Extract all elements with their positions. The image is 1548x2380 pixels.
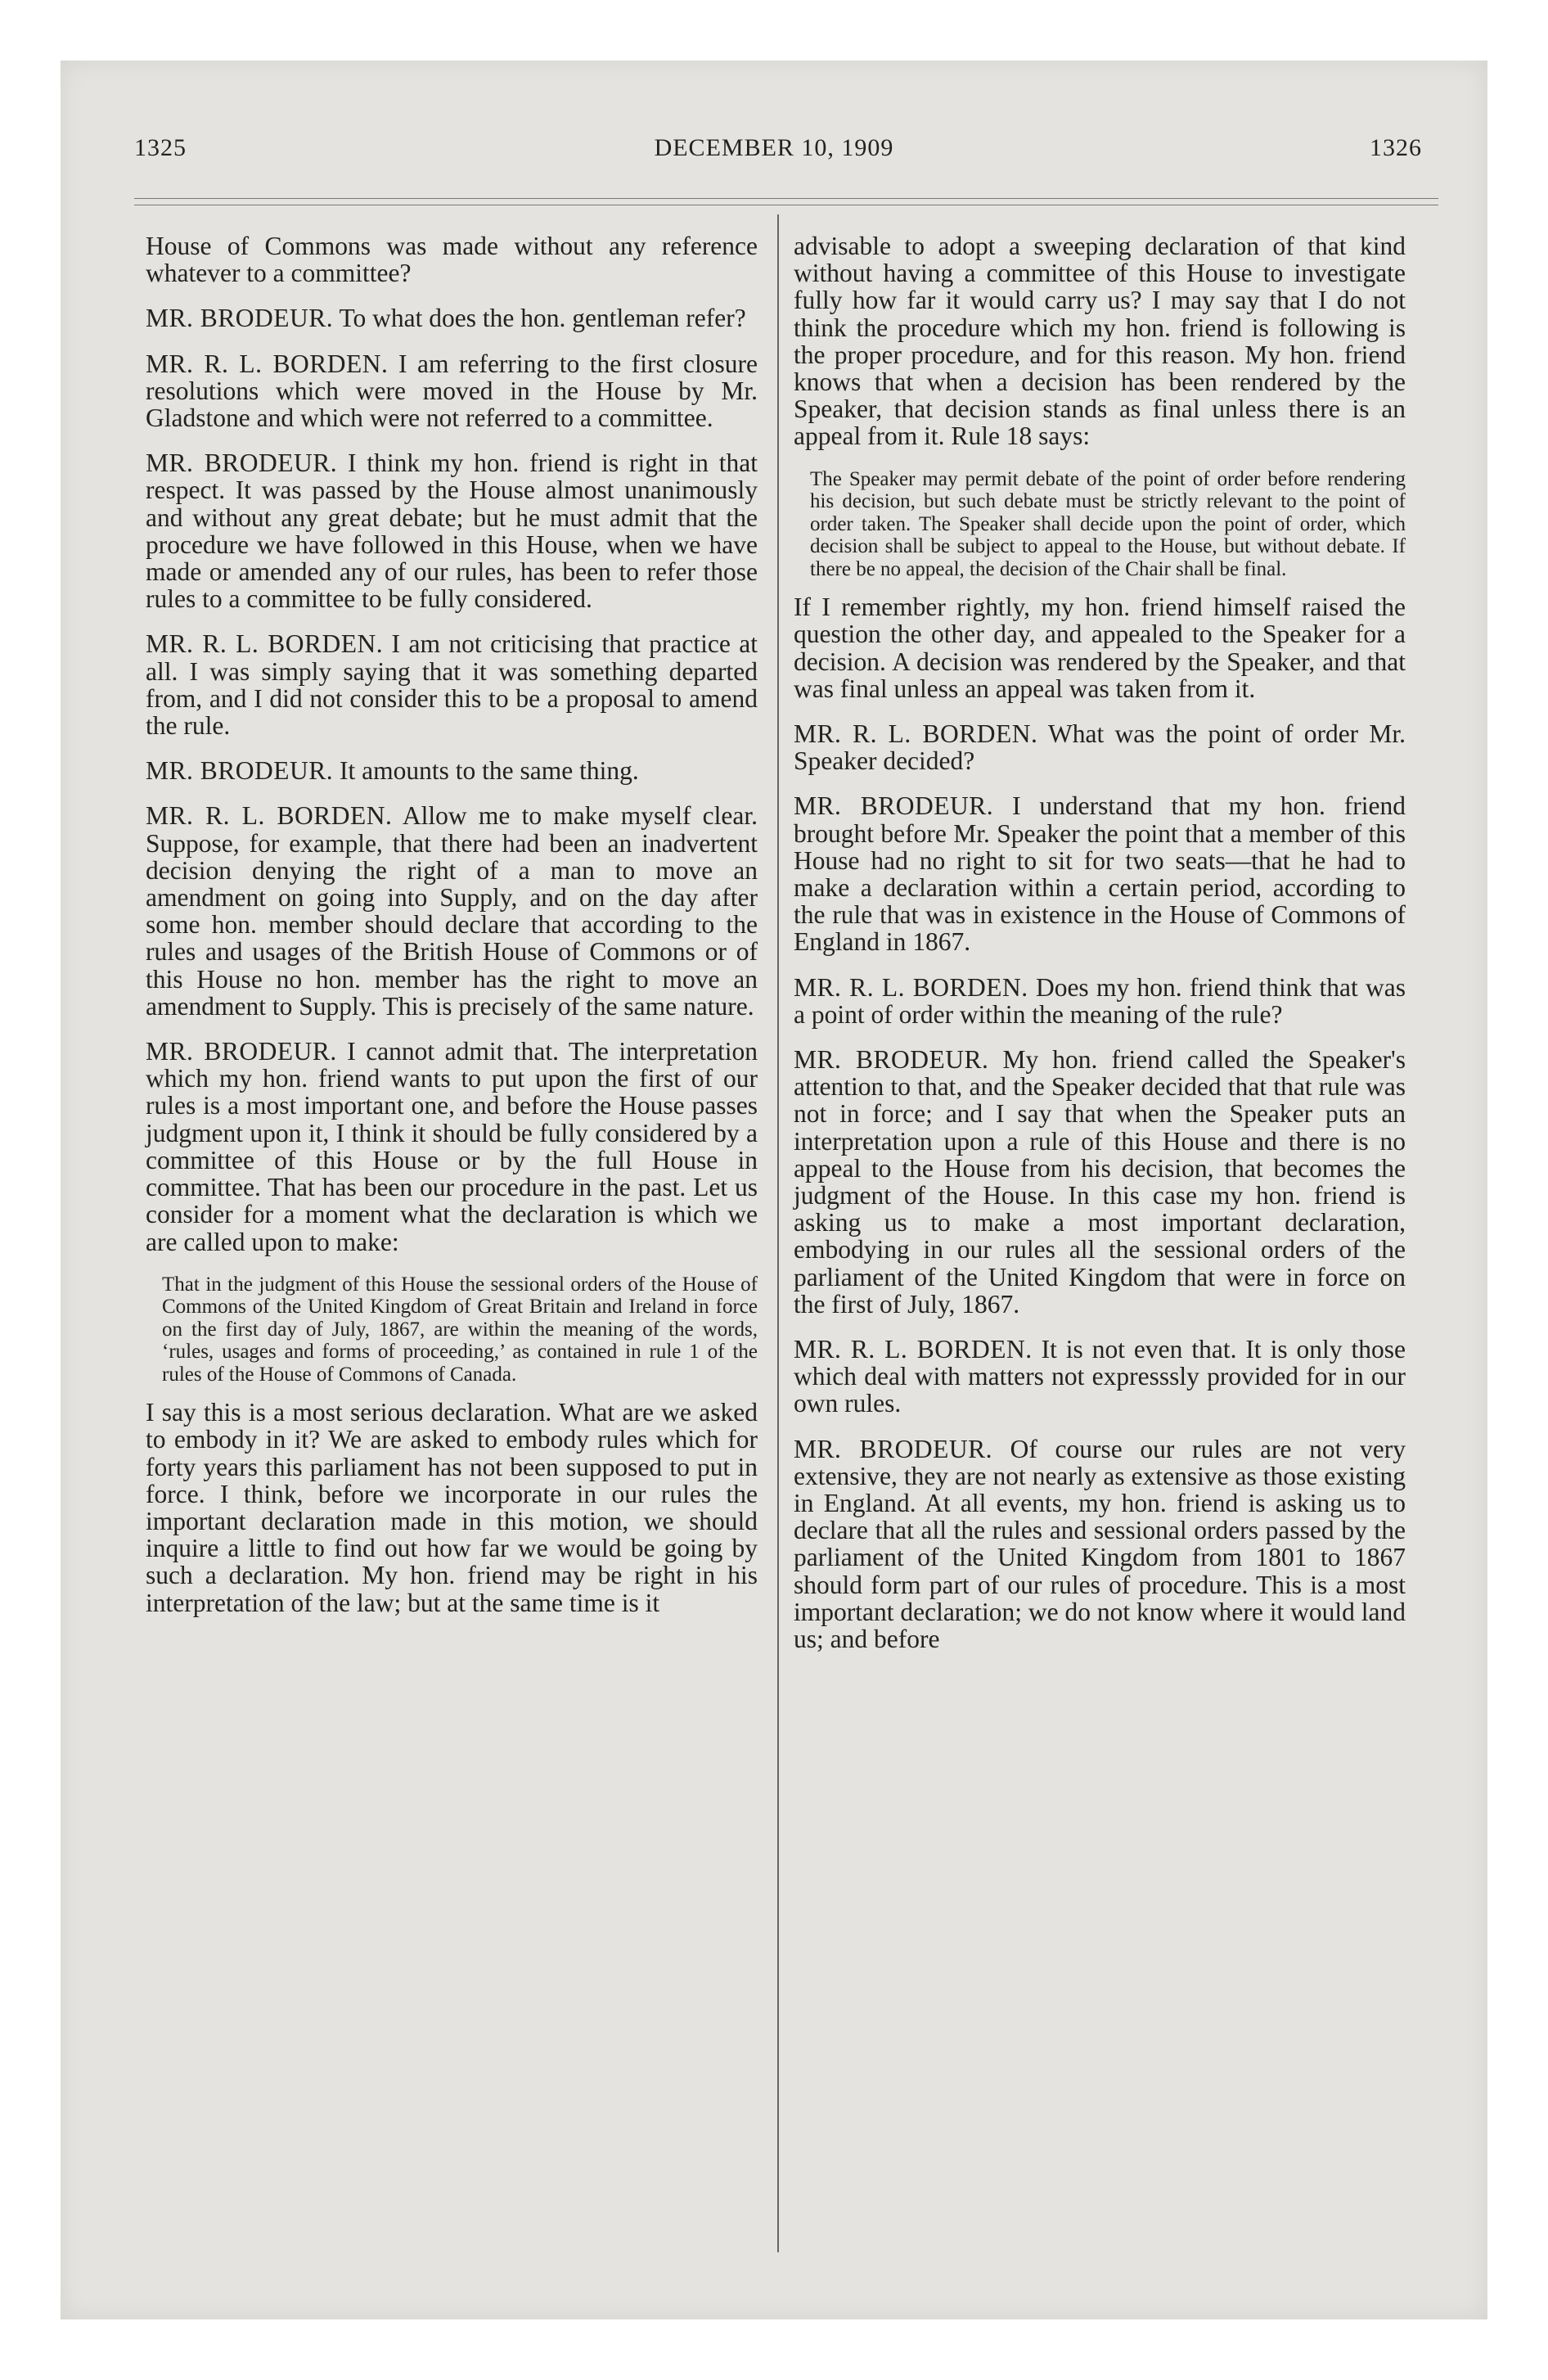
paragraph-text: Does my hon. friend think that was a point of order within the meaning of the rule? xyxy=(794,972,1406,1029)
paragraph-text: My hon. friend called the Speaker's attention to that, and the Speaker decided that that rule was not in force; and I say that when the Speaker puts an interpretation upon a rule of this House and there is no appeal to the House from his decision, that becomes the judgment of the House. In this case my hon. friend is asking us to make a most important declaration, embodying in our rules all the sessional orders of the parliament of the United Kingdom that were in force on the first of July, 1867. xyxy=(794,1044,1406,1318)
speaker-name: MR. R. L. BORDEN. xyxy=(794,1335,1033,1364)
paragraph-text: I am referring to the first closure resolutions which were moved in the House by Mr. Gladstone and which were not referred to a committee. xyxy=(146,349,758,433)
speaker-name: MR. R. L. BORDEN. xyxy=(146,349,389,378)
speech-paragraph xyxy=(146,1399,758,1616)
paragraph-text: What was the point of order Mr. Speaker decided? xyxy=(794,719,1406,776)
speaker-name: MR. BRODEUR. xyxy=(794,791,994,821)
speech-paragraph xyxy=(794,792,1406,955)
speech-paragraph xyxy=(146,802,758,1020)
speech-paragraph xyxy=(146,304,758,331)
speaker-name: MR. BRODEUR. xyxy=(146,1037,337,1066)
paragraph-text: I cannot admit that. The interpretation which my hon. friend wants to put upon the first of our rules is a most important one, and before the House passes judgment upon it, I think it should be fully considered by a committee of this House or by the full House in committee. That has been our procedure in the past. Let us consider for a moment what the declaration is which we are called upon to make: xyxy=(146,1037,758,1256)
quoted-rule xyxy=(810,468,1406,581)
header-rule-top xyxy=(134,198,1438,199)
paragraph-text: I think my hon. friend is right in that respect. It was passed by the House almost unanimously and without any great debate; but he must admit that the procedure we have followed in this House, when we have made or amended any of our rules, has been to refer those rules to a committee to be fully considered. xyxy=(146,449,758,614)
paragraph-text: Of course our rules are not very extensive, they are not nearly as extensive as those existing in England. At all events, my hon. friend is asking us to declare that all the rules and sessional orders passed by the parliament of the United Kingdom from 1801 to 1867 should form part of our rules of procedure. This is a most important declaration; we do not know where it would land us; and before xyxy=(794,1434,1406,1654)
speech-paragraph xyxy=(794,1436,1406,1653)
speech-paragraph xyxy=(146,757,758,784)
paragraph-text: Allow me to make myself clear. Suppose, for example, that there had been an inadvertent decision denying the right of a man to move an amendment on going into Supply, and on the day after some hon. member should declare that according to the rules and usages of the British House of Commons or of this House no hon. member has the right to move an amendment to Supply. This is precisely of the same nature. xyxy=(146,801,758,1021)
left-column xyxy=(146,232,758,1634)
speech-paragraph xyxy=(146,232,758,286)
speech-paragraph xyxy=(794,720,1406,774)
column-divider xyxy=(777,214,779,2252)
speech-paragraph xyxy=(794,1336,1406,1418)
page-date: DECEMBER 10, 1909 xyxy=(654,134,894,161)
speaker-name: MR. R. L. BORDEN. xyxy=(146,629,384,659)
speaker-name: MR. R. L. BORDEN. xyxy=(794,972,1028,1002)
paragraph-text: To what does the hon. gentleman refer? xyxy=(339,304,746,333)
speech-paragraph xyxy=(794,974,1406,1028)
paragraph-text: It is not even that. It is only those which deal with matters not expresssly provided for in our own rules. xyxy=(794,1335,1406,1418)
hansard-page xyxy=(61,61,1487,2319)
speaker-name: MR. R. L. BORDEN. xyxy=(794,719,1038,748)
speaker-name: MR. BRODEUR. xyxy=(794,1434,992,1463)
left-page-number: 1325 xyxy=(134,134,187,161)
paragraph-text: The Speaker may permit debate of the point of order before rendering his decision, but such debate must be strictly relevant to the point of order taken. The Speaker shall decide upon the point of order, which decision shall be subject to appeal to the House, but without debate. If there be no appeal, the decision of the Chair shall be final. xyxy=(810,467,1406,580)
scanned-page xyxy=(61,61,1487,2319)
speech-paragraph xyxy=(146,350,758,432)
speaker-name: MR. BRODEUR. xyxy=(146,449,338,478)
speech-paragraph xyxy=(794,593,1406,702)
speaker-name: MR. BRODEUR. xyxy=(146,304,334,333)
speech-paragraph xyxy=(146,630,758,739)
paragraph-text: House of Commons was made without any reference whatever to a committee? xyxy=(146,232,758,288)
paragraph-text: It amounts to the same thing. xyxy=(340,756,639,786)
paragraph-text: I understand that my hon. friend brought before Mr. Speaker the point that a member of this House had no right to sit for two seats—that he had to make a declaration within a certain period, according to the rule that was in existence in the House of Commons of England in 1867. xyxy=(794,791,1406,957)
paragraph-text: I say this is a most serious declaration. What are we asked to embody in it? We are asked to embody rules which for forty years this parliament has not been supposed to put in force. I think, before we incorporate in our rules the important declaration made in this motion, we should inquire a little to find out how far we would be going by such a declaration. My hon. friend may be right in his interpretation of the law; but at the same time is it xyxy=(146,1398,758,1617)
speech-paragraph xyxy=(794,232,1406,450)
speaker-name: MR. R. L. BORDEN. xyxy=(146,801,393,831)
paragraph-text: That in the judgment of this House the sessional orders of the House of Commons of the United Kingdom of Great Britain and Ireland in force on the first day of July, 1867, are within the meaning of the words, ‘rules, usages and forms of proceeding,’ as contained in rule 1 of the rules of the House of Commons of Canada. xyxy=(162,1273,758,1386)
speech-paragraph xyxy=(146,449,758,612)
speaker-name: MR. BRODEUR. xyxy=(794,1044,989,1074)
right-column xyxy=(794,232,1406,1670)
paragraph-text: If I remember rightly, my hon. friend himself raised the question the other day, and appealed to the Speaker for a decision. A decision was rendered by the Speaker, and that was final unless an appeal was taken from it. xyxy=(794,593,1406,703)
quoted-rule xyxy=(162,1273,758,1386)
paragraph-text: I am not criticising that practice at all. I was simply saying that it was something departed from, and I did not consider this to be a proposal to amend the rule. xyxy=(146,629,758,741)
paragraph-text: advisable to adopt a sweeping declaration of that kind without having a committee of this House to investigate fully how far it would carry us? I may say that I do not think the procedure which my hon. friend is following is the proper procedure, and for this reason. My hon. friend knows that when a decision has been rendered by the Speaker, that decision stands as final unless there is an appeal from it. Rule 18 says: xyxy=(794,232,1406,451)
running-head xyxy=(61,134,1487,167)
speech-paragraph xyxy=(794,1046,1406,1318)
right-page-number: 1326 xyxy=(1370,134,1422,161)
speech-paragraph xyxy=(146,1038,758,1255)
speaker-name: MR. BRODEUR. xyxy=(146,756,334,786)
